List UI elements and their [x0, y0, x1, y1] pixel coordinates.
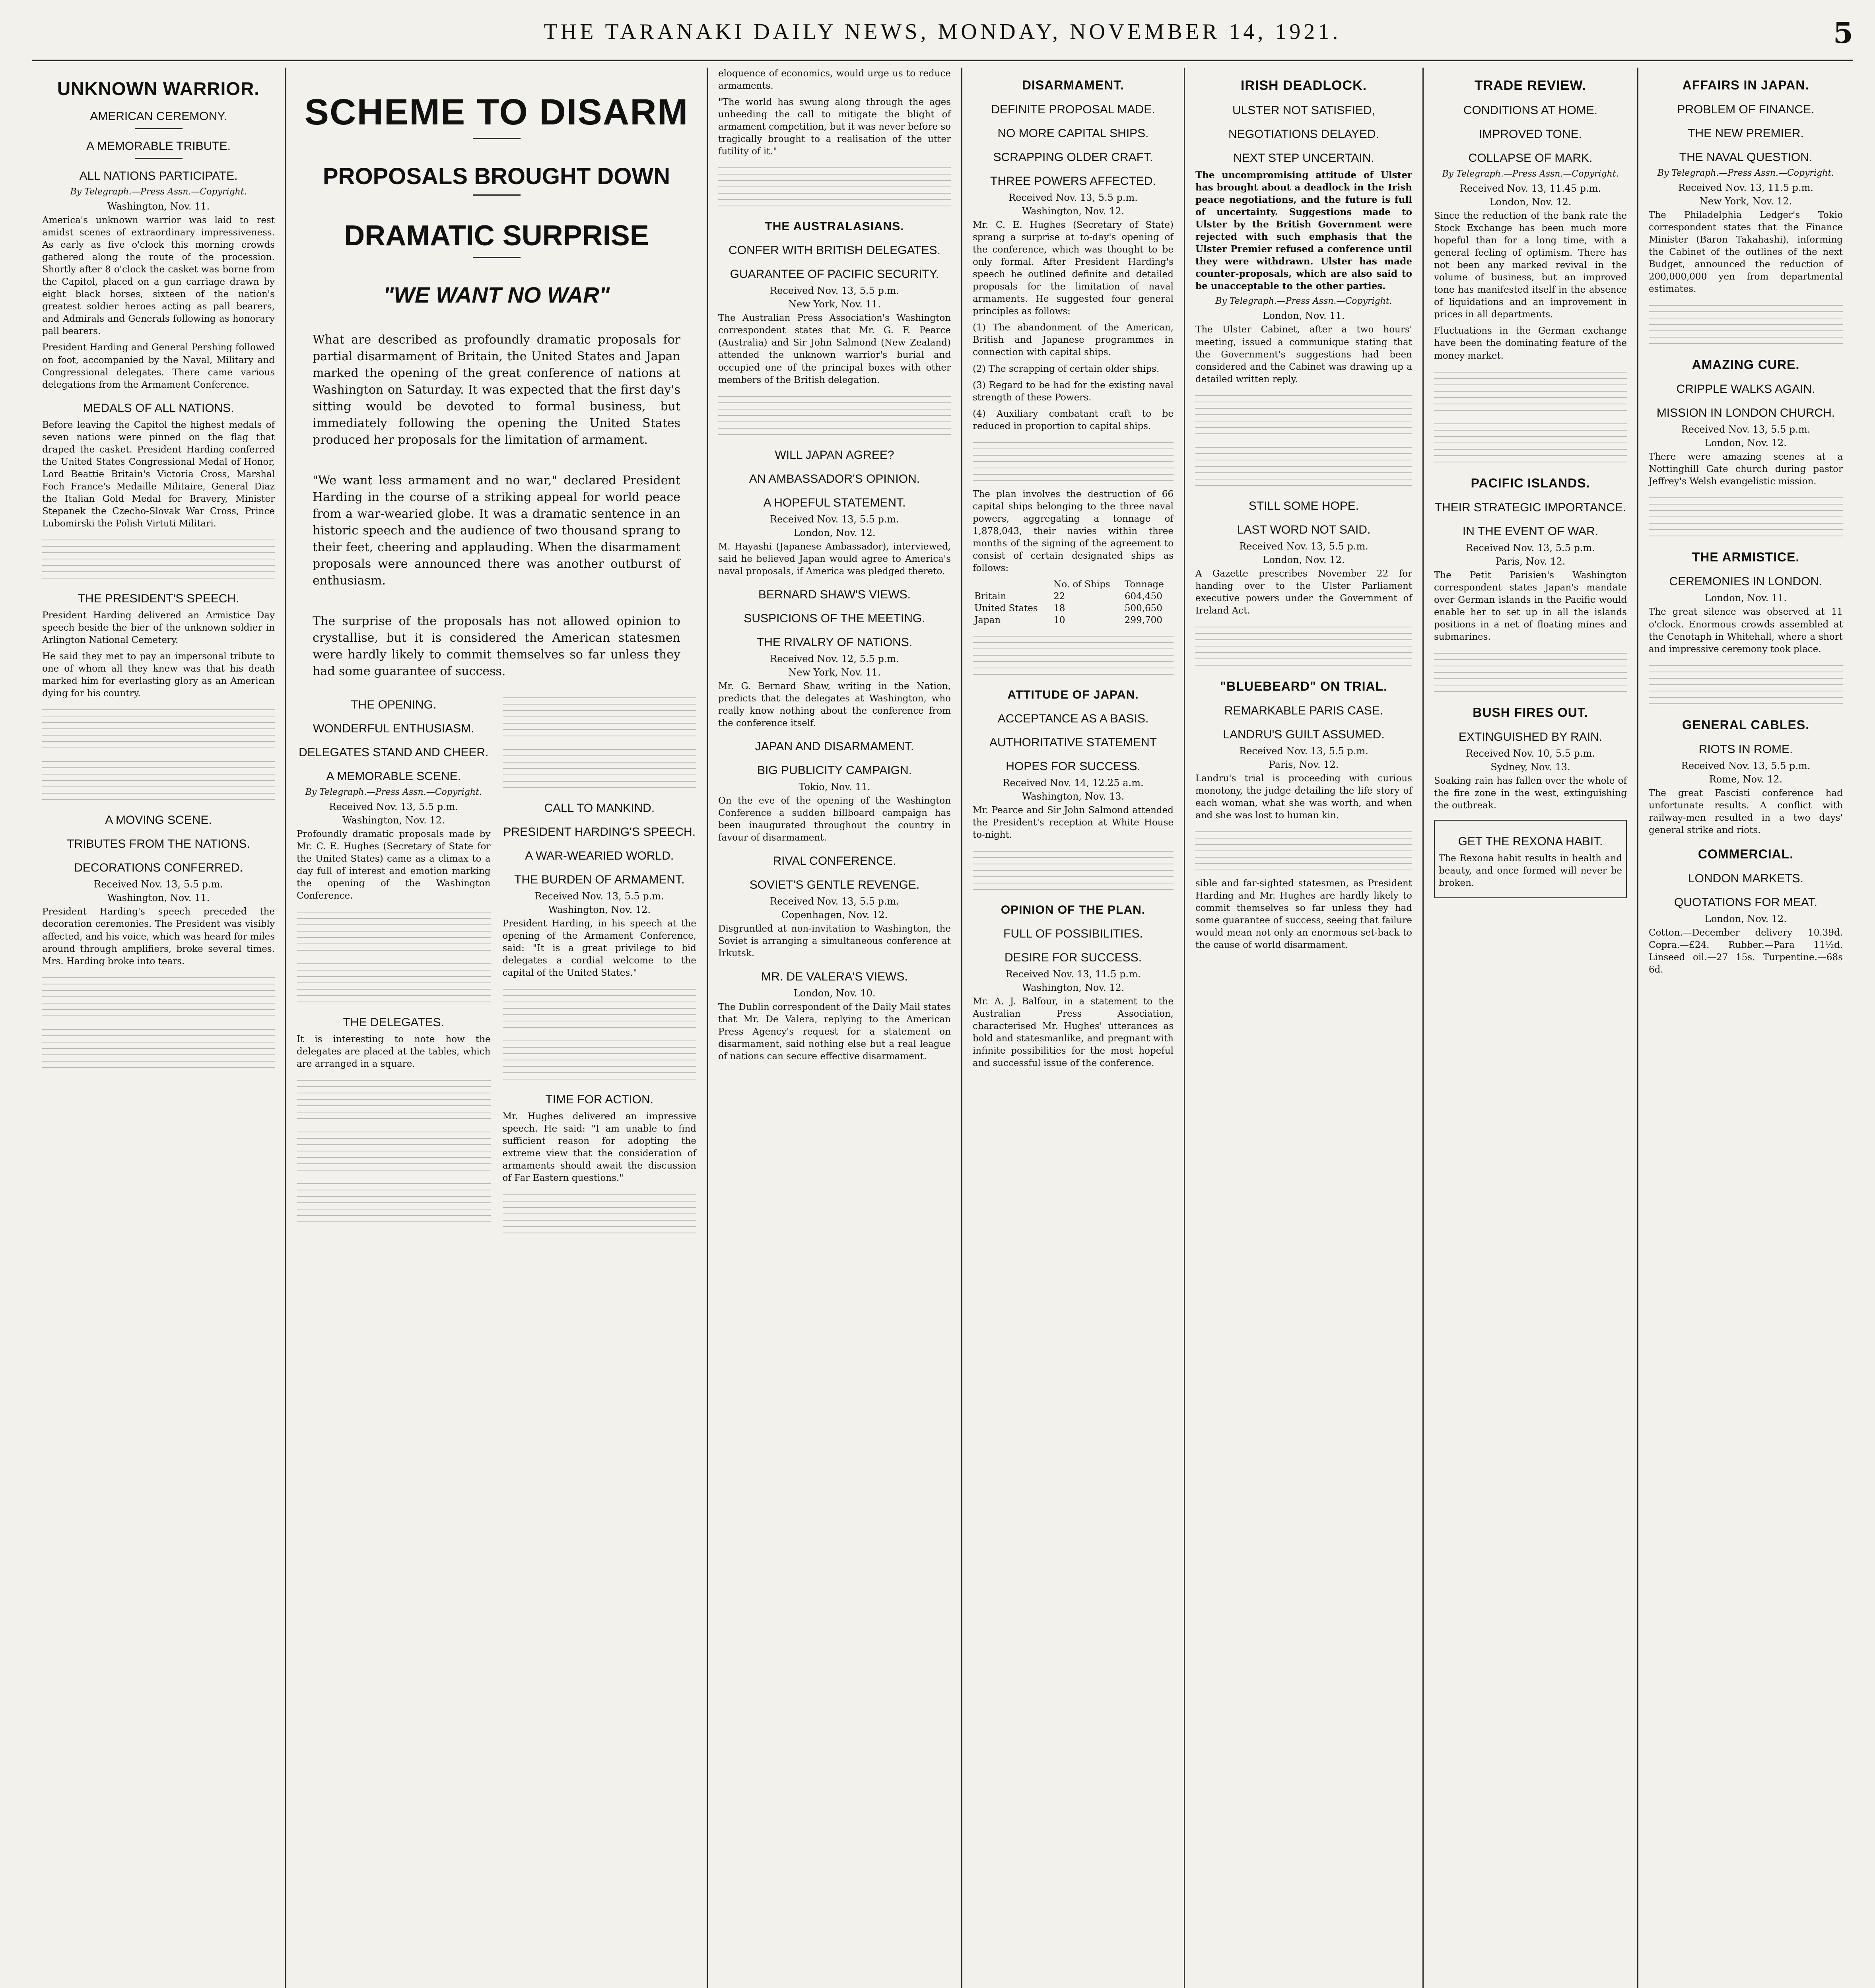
received-line: Received Nov. 13, 5.5 p.m.	[770, 285, 899, 297]
article-paragraph: Profoundly dramatic proposals made by Mr. C. E. Hughes (Secretary of State for the United States) came as a climax to a day full of interest and emotion marking the opening of the Washington Conference.	[297, 829, 491, 901]
received-line: Received Nov. 12, 5.5 p.m.	[770, 653, 899, 664]
subhead: SCRAPPING OLDER CRAFT.	[993, 151, 1153, 164]
article-paragraph: It is interesting to note how the delegates are placed at the tables, which are arranged in a square.	[297, 1034, 491, 1070]
text-block	[718, 162, 951, 210]
column-affairs-in-japan	[1638, 68, 1853, 1988]
text-block	[297, 1074, 491, 1122]
byline: By Telegraph.—Press Assn.—Copyright.	[70, 187, 247, 197]
text-block	[1434, 366, 1627, 414]
column-irish-deadlock	[1185, 68, 1424, 1988]
subhead: DELEGATES STAND AND CHEER.	[299, 746, 489, 759]
dateline: Washington, Nov. 11.	[107, 892, 210, 904]
subhead: THREE POWERS AFFECTED.	[990, 175, 1156, 188]
table-row	[973, 614, 1174, 626]
lead-paragraph: "We want less armament and no war," declared President Harding in the course of a striking appeal for world peace from a war-wearied globe. It was a dramatic sentence in an historic speech and the audience of two thousand sprang to their feet, cheering and applauding. When the disarmament proposals were announced there was another outburst of enthusiasm.	[313, 474, 680, 588]
subhead: AN AMBASSADOR'S OPINION.	[749, 472, 920, 485]
table-cell: Japan	[974, 615, 1001, 626]
dateline: Paris, Nov. 12.	[1269, 759, 1339, 770]
divider	[473, 138, 521, 139]
text-block	[503, 1189, 697, 1237]
text-block	[297, 1126, 491, 1174]
received-line: Received Nov. 13, 5.5 p.m.	[1681, 760, 1811, 771]
subhead: NEGOTIATIONS DELAYED.	[1228, 128, 1379, 141]
advertisement	[1434, 820, 1627, 898]
article-paragraph: sible and far-sighted statesmen, as President Harding and Mr. Hughes are hardly likely to commit themselves so far unless they had some guarantee of success, seeing that failure would mean not only an enormous set-back to the cause of world disarmament.	[1195, 878, 1412, 951]
dateline: London, Nov. 12.	[1263, 554, 1345, 565]
subhead: IMPROVED TONE.	[1479, 128, 1582, 141]
article-paragraph: Mr. C. E. Hughes (Secretary of State) sprang a surprise at to-day's opening of the conference, which was thought to be only formal. After President Harding's speech he outlined definite and detailed proposals for the limitation of naval armaments. He suggested four general principles as follows:	[973, 220, 1174, 317]
tonnage-table	[973, 579, 1174, 626]
subhead: A WAR-WEARIED WORLD.	[525, 849, 674, 862]
subhead: A MEMORABLE TRIBUTE.	[86, 140, 231, 153]
article-paragraph: President Harding delivered an Armistice Day speech beside the bier of the unknown soldier in Arlington National Cemetery.	[42, 610, 275, 646]
lead-paragraph: What are described as profoundly dramatic proposals for partial disarmament of Britain, the United States and Japan marked the opening of the great conference of nations at Washington on Saturday. It was expected that the first day's sitting would be devoted to formal business, but immediately following the opening the United States produced her proposals for the limitation of armament.	[313, 333, 680, 447]
subhead: THEIR STRATEGIC IMPORTANCE.	[1434, 501, 1626, 514]
table-row	[973, 602, 1174, 614]
text-block	[297, 906, 491, 954]
article-paragraph: The Dublin correspondent of the Daily Mail states that Mr. De Valera, replying to the American Press Agency's request for a statement on disarmament, said nothing else but a real league of nations can secure effective disarmament.	[718, 1002, 951, 1062]
subhead: ACCEPTANCE AS A BASIS.	[997, 712, 1149, 726]
headline-commercial: COMMERCIAL.	[1698, 846, 1794, 861]
subhead: TIME FOR ACTION.	[545, 1093, 654, 1107]
dateline: London, Nov. 12.	[1489, 196, 1572, 208]
subhead: REMARKABLE PARIS CASE.	[1224, 704, 1383, 717]
byline: By Telegraph.—Press Assn.—Copyright.	[1215, 296, 1392, 307]
received-line: Received Nov. 13, 5.5 p.m.	[1239, 540, 1368, 552]
subhead: ALL NATIONS PARTICIPATE.	[79, 169, 238, 182]
text-block	[503, 1035, 697, 1083]
subhead: STILL SOME HOPE.	[1248, 499, 1359, 513]
dateline: London, Nov. 12.	[1705, 437, 1787, 449]
article-paragraph: eloquence of economics, would urge us to reduce armaments.	[718, 68, 951, 91]
headline-australasians: THE AUSTRALASIANS.	[765, 220, 904, 233]
subhead: THE BURDEN OF ARMAMENT.	[514, 873, 685, 886]
article-paragraph: President Harding's speech preceded the decoration ceremonies. The President was visibly affected, and his voice, which was heard for miles around through amplifiers, broke several times. Mrs. Harding broke into tears.	[42, 907, 275, 967]
subhead: FULL OF POSSIBILITIES.	[1003, 927, 1143, 941]
article-paragraph: Before leaving the Capitol the highest medals of seven nations were pinned on the flag that draped the casket. President Harding conferred the United States Congressional Medal of Honor, Lord Beattie Britain's Victoria Cross, Marshal Foch France's Medaille Militaire, General Diaz the Italian Gold Medal for Bravery, Minister Stepanek the Czecho-Slovak War Cross, Prince Lubomirski the Polish Virtuti Militari.	[42, 419, 275, 529]
subhead: THE PRESIDENT'S SPEECH.	[78, 592, 239, 606]
subhead: THE NAVAL QUESTION.	[1679, 151, 1813, 164]
headline-scheme-to-disarm: SCHEME TO DISARM	[304, 92, 689, 132]
article-paragraph: The Australian Press Association's Washington correspondent states that Mr. G. F. Pearce (Australia) and Sir John Salmond (New Zealand) attended the unknown warrior's burial and occupied one of the principal boxes with other members of the British delegation.	[718, 313, 951, 385]
subhead: WONDERFUL ENTHUSIASM.	[313, 722, 474, 735]
dateline: Washington, Nov. 12.	[548, 904, 651, 915]
received-line: Received Nov. 14, 12.25 a.m.	[1003, 777, 1144, 789]
subhead: THE RIVALRY OF NATIONS.	[756, 635, 913, 649]
sub-columns	[297, 688, 696, 1241]
list-item: (3) Regard to be had for the existing naval strength of these Powers.	[973, 380, 1174, 403]
sub-column-right	[503, 688, 697, 1241]
text-block	[1195, 441, 1412, 489]
subhead: IN THE EVENT OF WAR.	[1462, 524, 1599, 538]
text-block	[42, 704, 275, 751]
subhead: CONDITIONS AT HOME.	[1463, 104, 1598, 117]
headline-affairs-in-japan: AFFAIRS IN JAPAN.	[1682, 78, 1809, 92]
article-paragraph: The plan involves the destruction of 66 capital ships belonging to the three naval powers, aggregating a tonnage of 1,878,043, their navies within three months of the signing of the agreement to consist of certain designated ships as follows:	[973, 489, 1174, 574]
subhead: MEDALS OF ALL NATIONS.	[83, 401, 234, 415]
subhead: THE NEW PREMIER.	[1688, 127, 1804, 140]
received-line: Received Nov. 13, 11.5 p.m.	[1005, 969, 1141, 980]
received-line: Received Nov. 13, 5.5 p.m.	[1239, 745, 1368, 757]
headline-irish-deadlock: IRISH DEADLOCK.	[1240, 78, 1367, 93]
subhead: BIG PUBLICITY CAMPAIGN.	[757, 763, 912, 777]
ad-title: GET THE REXONA HABIT.	[1458, 835, 1603, 848]
received-line: Received Nov. 13, 5.5 p.m.	[1681, 424, 1811, 435]
received-line: Received Nov. 13, 5.5 p.m.	[94, 879, 223, 890]
table-cell: 500,650	[1124, 603, 1162, 614]
column-scheme-to-disarm	[286, 68, 708, 1988]
article-paragraph: The Philadelphia Ledger's Tokio correspondent states that the Finance Minister (Baron Takahashi), informing the Cabinet of the outlines of the next Budget, announced the reduction of 200,000,000 yen from departmental estimates.	[1649, 210, 1843, 295]
subhead: SOVIET'S GENTLE REVENGE.	[749, 878, 920, 892]
subhead: A HOPEFUL STATEMENT.	[763, 496, 906, 509]
subhead: PROBLEM OF FINANCE.	[1677, 103, 1815, 116]
headline-general-cables: GENERAL CABLES.	[1682, 717, 1810, 732]
article-paragraph: The great Fascisti conference had unfortunate results. A conflict with railway-men resulted in a two days' general strike and riots.	[1649, 788, 1843, 835]
dateline: Washington, Nov. 12.	[1022, 206, 1125, 217]
article-paragraph: Mr. G. Bernard Shaw, writing in the Nation, predicts that the delegates at Washington, who really know nothing about the conference from the conference itself.	[718, 681, 951, 728]
received-line: Received Nov. 13, 11.5 p.m.	[1678, 182, 1813, 193]
dateline: London, Nov. 10.	[793, 988, 876, 999]
subhead: DECORATIONS CONFERRED.	[74, 861, 243, 875]
subhead: QUOTATIONS FOR MEAT.	[1674, 895, 1817, 909]
dateline: London, Nov. 11.	[1263, 310, 1345, 322]
text-block	[973, 437, 1174, 484]
subhead: PRESIDENT HARDING'S SPEECH.	[503, 825, 696, 839]
received-line: Received Nov. 13, 5.5 p.m.	[770, 513, 899, 525]
article-paragraph: A Gazette prescribes November 22 for handing over to the Ulster Parliament executive powers under the Government of Ireland Act.	[1195, 568, 1412, 616]
list-item: (2) The scrapping of certain older ships.	[973, 363, 1160, 374]
article-paragraph: Mr. Pearce and Sir John Salmond attended the President's reception at White House to-night.	[973, 805, 1174, 841]
headline-trade-review: TRADE REVIEW.	[1474, 78, 1587, 93]
subhead: LONDON MARKETS.	[1688, 872, 1804, 885]
table-header: No. of Ships	[1053, 579, 1110, 590]
article-paragraph: The Ulster Cabinet, after a two hours' meeting, issued a communique stating that the Government's suggestions had been considered and the Cabinet was drawing up a detailed written reply.	[1195, 324, 1412, 384]
subhead: CEREMONIES IN LONDON.	[1669, 575, 1823, 588]
subhead: AMERICAN CEREMONY.	[90, 110, 227, 123]
text-block	[1649, 492, 1843, 540]
article-paragraph: Landru's trial is proceeding with curious monotony, the judge detailing the life story of each woman, what she was worth, and when and she was lost to human kin.	[1195, 773, 1412, 821]
subhead: NEXT STEP UNCERTAIN.	[1233, 151, 1374, 165]
subhead: THE OPENING.	[351, 698, 437, 711]
headline-proposals: PROPOSALS BROUGHT DOWN	[323, 163, 670, 189]
table-header-row	[973, 579, 1174, 590]
headline-dramatic-surprise: DRAMATIC SURPRISE	[344, 220, 649, 252]
table-cell: Britain	[974, 591, 1006, 602]
dateline: Sydney, Nov. 13.	[1490, 761, 1570, 773]
subhead: SUSPICIONS OF THE MEETING.	[744, 612, 925, 625]
byline: By Telegraph.—Press Assn.—Copyright.	[305, 787, 482, 797]
text-block	[1195, 390, 1412, 437]
list-item: (4) Auxiliary combatant craft to be reduced in proportion to capital ships.	[973, 408, 1174, 431]
lead-paragraph: The uncompromising attitude of Ulster has brought about a deadlock in the Irish peace negotiations, and the future is full of uncertainty. Suggestions made to Ulster by the British Government were rejected with such emphasis that the Ulster Premier refused a conference until they were withdrawn. Ulster has made counter-proposals, which are also said to be unacceptable to the other parties.	[1195, 170, 1412, 292]
dateline: Washington, Nov. 13.	[1022, 791, 1125, 802]
article-paragraph: M. Hayashi (Japanese Ambassador), interviewed, said he believed Japan would agree to America's naval proposals, if America was pledged thereto.	[718, 541, 951, 577]
article-paragraph: The great silence was observed at 11 o'clock. Enormous crowds assembled at the Cenotaph in Whitehall, where a short and impressive ceremony took place.	[1649, 607, 1843, 654]
subhead: ULSTER NOT SATISFIED,	[1232, 104, 1375, 117]
byline: By Telegraph.—Press Assn.—Copyright.	[1442, 169, 1619, 179]
subhead: A MOVING SCENE.	[105, 813, 212, 827]
subhead: RIVAL CONFERENCE.	[773, 854, 896, 868]
article-paragraph: He said they met to pay an impersonal tribute to one of whom all they knew was that his death marked him for everlasting glory as an American dying for his country.	[42, 651, 275, 699]
subhead: CONFER WITH BRITISH DELEGATES.	[729, 244, 940, 257]
table-cell: 604,450	[1124, 591, 1162, 602]
text-block	[1649, 660, 1843, 707]
article-paragraph: President Harding, in his speech at the opening of the Armament Conference, said: "It is a great privilege to bid delegates a cordial welcome to the capital of the United States."	[502, 918, 696, 978]
divider	[473, 257, 521, 258]
table-header	[973, 579, 1052, 590]
received-line: Received Nov. 10, 5.5 p.m.	[1466, 747, 1595, 759]
subhead: EXTINGUISHED BY RAIN.	[1458, 730, 1603, 744]
subhead: AUTHORITATIVE STATEMENT	[989, 736, 1157, 749]
headline-bluebeard: "BLUEBEARD" ON TRIAL.	[1220, 679, 1388, 693]
subhead: JAPAN AND DISARMAMENT.	[755, 740, 914, 753]
subhead: WILL JAPAN AGREE?	[775, 448, 894, 462]
headline-bush-fires: BUSH FIRES OUT.	[1473, 705, 1588, 720]
text-block	[973, 630, 1174, 678]
article-paragraph: Soaking rain has fallen over the whole of the fire zone in the west, extinguishing the outbreak.	[1434, 775, 1627, 811]
article-paragraph: President Harding and General Pershing followed on foot, accompanied by the Naval, Military and Congressional delegates. There came various delegations from the Armament Conference.	[42, 342, 275, 390]
article-paragraph: America's unknown warrior was laid to rest amidst scenes of extraordinary impressiveness. As early as five o'clock this morning crowds gathered along the route of the procession. Shortly after 8 o'clock the casket was borne from the Capitol, placed on a gun carriage drawn by eight black horses, sixteen of the nation's greatest soldier heroes acting as pall bearers, and Admirals and Generals following as honorary pall bearers.	[42, 215, 275, 337]
subhead: LANDRU'S GUILT ASSUMED.	[1223, 728, 1385, 741]
table-cell: 22	[1053, 591, 1065, 602]
lead-paragraph: The surprise of the proposals has not allowed opinion to crystallise, but it is considered the American statesmen were hardly likely to commit themselves so far unless they had some guarantee of success.	[313, 614, 680, 678]
text-block	[42, 534, 275, 582]
article-paragraph: Cotton.—December delivery 10.39d. Copra.—£24. Rubber.—Para 11½d. Linseed oil.—27 15s. Turpentine.—68s 6d.	[1649, 927, 1843, 975]
text-block	[973, 845, 1174, 893]
divider	[473, 194, 521, 196]
text-block	[1434, 647, 1627, 695]
headline-armistice: THE ARMISTICE.	[1692, 550, 1800, 565]
text-block	[718, 390, 951, 438]
column-australasians	[708, 68, 962, 1988]
dateline: London, Nov. 12.	[793, 527, 876, 538]
subhead: MR. DE VALERA'S VIEWS.	[761, 970, 908, 984]
dateline: London, Nov. 12.	[1705, 913, 1787, 924]
article-paragraph: The Petit Parisien's Washington correspondent states Japan's mandate over German islands in the Pacific would enable her to set up in all the islands positions in a net of floating mines and submarines.	[1434, 570, 1627, 642]
subhead: LAST WORD NOT SAID.	[1237, 523, 1371, 536]
text-block	[297, 1178, 491, 1225]
table-cell: 10	[1053, 615, 1065, 626]
table-cell: 299,700	[1124, 615, 1162, 626]
column-trade-review	[1424, 68, 1638, 1988]
headline-we-want-no-war: "WE WANT NO WAR"	[383, 282, 610, 307]
text-block	[1649, 299, 1843, 347]
text-block	[503, 983, 697, 1031]
headline-opinion-of-plan: OPINION OF THE PLAN.	[1001, 903, 1146, 917]
table-cell: United States	[974, 603, 1038, 614]
subhead: GUARANTEE OF PACIFIC SECURITY.	[730, 268, 939, 281]
received-line: Received Nov. 13, 5.5 p.m.	[534, 891, 664, 902]
subhead: CRIPPLE WALKS AGAIN.	[1676, 382, 1815, 396]
headline-disarmament: DISARMAMENT.	[1022, 78, 1125, 92]
table-header: Tonnage	[1124, 579, 1164, 590]
article-paragraph: Fluctuations in the German exchange have been the dominating feature of the money market.	[1434, 326, 1627, 361]
dateline: Washington, Nov. 12.	[1022, 982, 1125, 994]
divider	[135, 158, 183, 159]
column-disarmament	[962, 68, 1185, 1988]
subhead: DESIRE FOR SUCCESS.	[1004, 951, 1142, 965]
subhead: BERNARD SHAW'S VIEWS.	[758, 588, 911, 601]
headline-unknown-warrior: UNKNOWN WARRIOR.	[57, 78, 260, 99]
page-number: 5	[1833, 16, 1853, 50]
text-block	[297, 958, 491, 1006]
newspaper-title: THE TARANAKI DAILY NEWS, MONDAY, NOVEMBER 14, 1921.	[544, 19, 1341, 44]
headline-attitude-of-japan: ATTITUDE OF JAPAN.	[1007, 688, 1139, 702]
divider	[135, 128, 183, 129]
dateline: Rome, Nov. 12.	[1709, 773, 1783, 785]
article-paragraph: Since the reduction of the bank rate the Stock Exchange has been much more hopeful than for a long time, with a general feeling of optimism. There has not been any marked revival in the volume of business, but an improved tone has manifested itself in the absence of liquidations and an improvement in prices in all departments.	[1434, 211, 1627, 320]
text-block	[1195, 621, 1412, 669]
column-unknown-warrior	[32, 68, 286, 1988]
text-block	[42, 755, 275, 803]
subhead: A MEMORABLE SCENE.	[326, 770, 461, 783]
subhead: MISSION IN LONDON CHURCH.	[1656, 406, 1835, 420]
masthead	[32, 12, 1853, 61]
received-line: Received Nov. 13, 5.5 p.m.	[329, 801, 459, 812]
subhead: COLLAPSE OF MARK.	[1468, 151, 1593, 165]
text-block	[1195, 826, 1412, 874]
article-paragraph: Mr. A. J. Balfour, in a statement to the Australian Press Association, characterised Mr. Hughes' utterances as bold and statesmanlike, and pregnant with infinite possibilities for the most hopeful and successful issue of the conference.	[973, 996, 1174, 1069]
dateline: Tokio, Nov. 11.	[799, 781, 870, 792]
article-paragraph: Mr. Hughes delivered an impressive speech. He said: "I am unable to find sufficient reason for adopting the extreme view that the consideration of armaments should await the discussion of Far Eastern questions."	[502, 1111, 696, 1184]
list-item: (1) The abandonment of the American, British and Japanese programmes in connection with capital ships.	[973, 322, 1174, 358]
subhead: CALL TO MANKIND.	[544, 802, 655, 815]
text-block	[1434, 418, 1627, 466]
text-block	[42, 972, 275, 1019]
article-paragraph: There were amazing scenes at a Nottinghill Gate church during pastor Jeffrey's Welsh evangelistic mission.	[1649, 452, 1843, 487]
article-paragraph: On the eve of the opening of the Washington Conference a sudden billboard campaign has been inaugurated throughout the country in favour of disarmament.	[718, 795, 951, 843]
dateline: Copenhagen, Nov. 12.	[781, 909, 888, 921]
dateline: New York, Nov. 11.	[788, 666, 881, 678]
text-block	[42, 1023, 275, 1071]
subhead: DEFINITE PROPOSAL MADE.	[991, 103, 1155, 116]
table-row	[973, 590, 1174, 602]
sub-column-left	[297, 688, 491, 1241]
headline-amazing-cure: AMAZING CURE.	[1692, 357, 1800, 372]
subhead: NO MORE CAPITAL SHIPS.	[997, 127, 1149, 140]
article-paragraph: "The world has swung along through the ages unheeding the call to mitigate the blight of armament competition, but it was never before so tragically brought to a realisation of the utter futility of it."	[718, 97, 951, 157]
subhead: HOPES FOR SUCCESS.	[1006, 760, 1141, 773]
dateline: Washington, Nov. 11.	[107, 201, 210, 212]
byline: By Telegraph.—Press Assn.—Copyright.	[1657, 168, 1834, 178]
received-line: Received Nov. 13, 5.5 p.m.	[1466, 542, 1595, 553]
subhead: TRIBUTES FROM THE NATIONS.	[67, 837, 250, 851]
received-line: Received Nov. 13, 11.45 p.m.	[1459, 183, 1601, 194]
received-line: Received Nov. 13, 5.5 p.m.	[1008, 192, 1138, 203]
article-paragraph: Disgruntled at non-invitation to Washington, the Soviet is arranging a simultaneous conference at Irkutsk.	[718, 924, 951, 959]
dateline: New York, Nov. 12.	[1699, 196, 1792, 207]
dateline: London, Nov. 11.	[1705, 592, 1787, 604]
dateline: Paris, Nov. 12.	[1495, 555, 1566, 567]
ad-text: The Rexona habit results in health and beauty, and once formed will never be broken.	[1439, 853, 1622, 889]
dateline: New York, Nov. 11.	[788, 299, 881, 310]
subhead: THE DELEGATES.	[343, 1016, 444, 1029]
dateline: Washington, Nov. 12.	[342, 815, 445, 826]
text-block	[503, 744, 697, 791]
headline-pacific-islands: PACIFIC ISLANDS.	[1471, 476, 1590, 490]
table-cell: 18	[1053, 603, 1065, 614]
received-line: Received Nov. 13, 5.5 p.m.	[770, 896, 899, 907]
text-block	[503, 692, 697, 740]
subhead: RIOTS IN ROME.	[1698, 742, 1793, 756]
